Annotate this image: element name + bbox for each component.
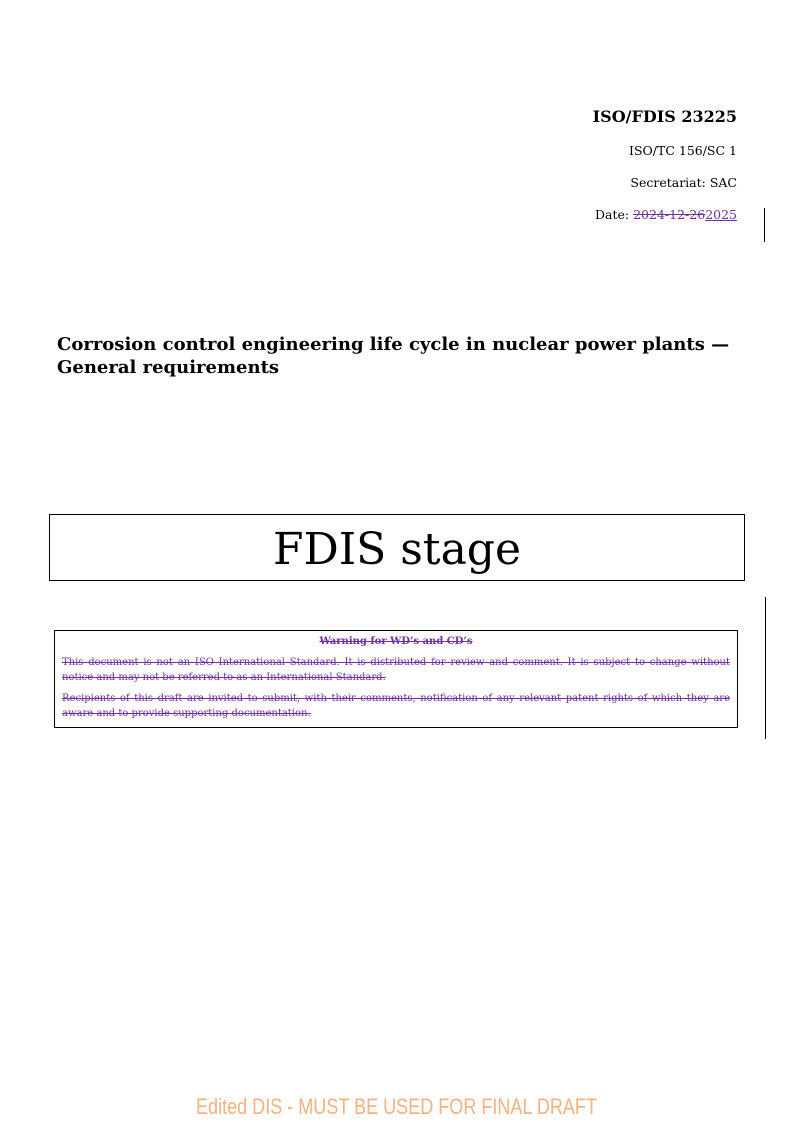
stage-box (49, 514, 745, 581)
document-header (337, 106, 737, 224)
committee-reference: ISO/TC 156/SC 1 (629, 143, 737, 158)
warning-paragraph: Recipients of this draft are invited to submit, with their comments, notification of any relevant patent rights of which they are aware and to provide supporting documentation. (62, 693, 730, 719)
warning-box (54, 630, 738, 728)
draft-watermark-note: Edited DIS - MUST BE USED FOR FINAL DRAFT (196, 1094, 597, 1119)
document-title: Corrosion control engineering life cycle in nuclear power plants — General requirements (57, 334, 730, 378)
secretariat: Secretariat: SAC (630, 175, 737, 190)
revision-change-bar-warning (765, 597, 766, 739)
document-number: ISO/FDIS 23225 (592, 107, 737, 126)
date-inserted: 2025 (705, 207, 737, 222)
document-date (337, 206, 737, 224)
date-label: Date: (595, 207, 634, 222)
warning-title: Warning for WD’s and CD’s (319, 636, 473, 647)
warning-paragraph: This document is not an ISO International Standard. It is distributed for review and comment. It is subject to change without notice and may not be referred to as an International Standard. (62, 657, 730, 683)
stage-label: FDIS stage (272, 524, 521, 575)
date-deleted: 2024-12-26 (633, 207, 706, 222)
revision-change-bar (764, 208, 765, 242)
